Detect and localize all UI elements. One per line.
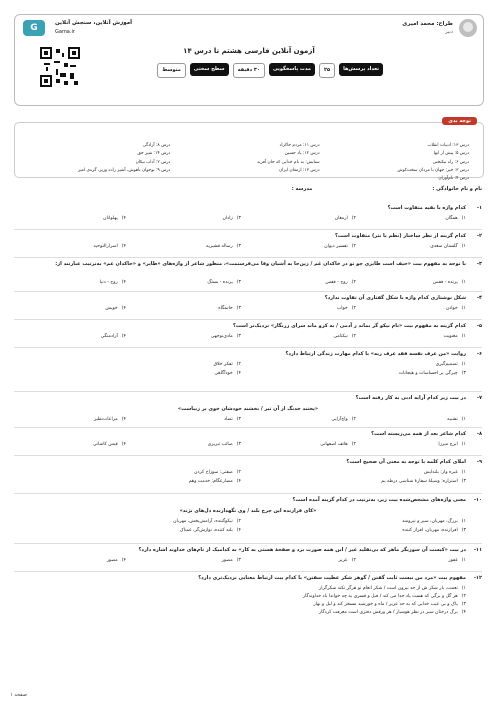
answer-option-4[interactable]	[105, 306, 126, 312]
question-divider	[14, 391, 482, 392]
option-number: ۳)	[236, 442, 241, 447]
answer-option-4[interactable]	[94, 417, 126, 423]
question-text: مفهوم بیت «مرد من نیست ثابت گفتن / گوهر شکر عطیت سفتن» با کدام بیت ارتباط معنایی نزدیک‌تری دارد؟	[198, 575, 466, 581]
student-info	[14, 186, 482, 192]
option-number: ۴)	[461, 610, 466, 615]
exam-info-bar	[157, 63, 383, 78]
difficulty-label: سطح سختی	[190, 63, 229, 76]
attention-tag: توجه بدی	[442, 117, 477, 125]
attention-box	[14, 118, 484, 182]
question-text: در بیت زیر کدام آرایه ادبی به کار رفته است؟	[355, 395, 466, 401]
question-divider	[14, 319, 482, 320]
difficulty-value: متوسط	[157, 63, 186, 78]
answer-option-4[interactable]	[100, 280, 126, 286]
option-number: ۳)	[236, 417, 241, 422]
option-text: غفور	[448, 558, 458, 563]
option-number: ۴)	[121, 216, 126, 221]
answer-option-1[interactable]	[433, 280, 466, 286]
question-divider	[14, 571, 482, 572]
option-text: استراره: وسیلهٔ سفارهٔ شناسی درطه بم	[381, 479, 458, 484]
option-number: ۳)	[236, 280, 241, 285]
option-text: برگ درختان سبز در نظر هوشیار / هر ورقش دفتری است معرفت کردگار	[318, 610, 458, 615]
option-text: خوادن	[445, 306, 458, 311]
option-text: پرنده - بستگ	[207, 280, 233, 285]
answer-option-1[interactable]	[430, 244, 466, 250]
answer-option-1[interactable]	[445, 216, 466, 222]
option-text: همگان	[445, 216, 458, 221]
option-number: ۲)	[351, 306, 356, 311]
option-number: ۴)	[121, 306, 126, 311]
option-number: ۳)	[236, 216, 241, 221]
question-divider	[14, 427, 482, 428]
option-number: ۳)	[461, 528, 466, 533]
option-number: ۲)	[351, 216, 356, 221]
option-number: ۲)	[351, 417, 356, 422]
question-divider	[14, 229, 482, 230]
lesson-item: درس ۱۳: ادبیات انقلاب	[427, 143, 469, 148]
option-number: ۳)	[236, 334, 241, 339]
question-text: شکل نوشتاری کدام واژه با شکل گفتاری آن تفاوت ندارد؟	[324, 295, 466, 301]
option-number: ۱)	[461, 558, 466, 563]
answer-option-1[interactable]	[319, 586, 466, 592]
lesson-list	[29, 143, 469, 182]
question-number: ۵-	[476, 323, 482, 329]
lesson-item: درس ۵: پیش از انها	[433, 151, 469, 157]
option-number: ۲)	[351, 334, 356, 339]
lesson-item: درس ۲: آداب نیکان	[135, 159, 171, 165]
option-text: مصور	[221, 558, 233, 563]
answer-option-3[interactable]	[207, 280, 241, 286]
brand-site: Gama.ir	[55, 29, 75, 35]
answer-option-3[interactable]	[402, 528, 466, 534]
option-text: گلستان سعدی	[430, 244, 458, 249]
option-number: ۱)	[461, 244, 466, 249]
answer-option-2[interactable]	[194, 470, 241, 476]
question-text: روایت «من عرف نفسه فقد عرف ربه» با کدام مهارت زندگی ارتباط دارد؟	[285, 351, 466, 357]
answer-option-2[interactable]	[339, 558, 356, 564]
option-number: ۲)	[351, 442, 356, 447]
option-number: ۲)	[236, 470, 241, 475]
lesson-item: درس ۸: آزادگی	[142, 143, 171, 148]
answer-option-3[interactable]	[381, 479, 466, 485]
answer-option-2[interactable]	[335, 216, 356, 222]
option-number: ۱)	[461, 362, 466, 367]
option-number: ۲)	[351, 558, 356, 563]
question-text: با توجه به مفهوم بیت «حیف است طایری چو تو در خاکدان غم / زین‌جا به آشیان وفا می‌فرستمت»، منظور شاعر از واژه‌های «طایر» و «خاکدان غم» به‌ترتیب عبارتند از:	[55, 261, 466, 267]
option-text: عزیز	[338, 558, 348, 563]
option-number: ۳)	[236, 558, 241, 563]
option-text: تصمیم‌گیری	[435, 362, 458, 367]
option-number: ۴)	[121, 558, 126, 563]
option-text: رساله قشیریه	[205, 244, 233, 249]
brand-title: آموزش آنلاین، سنجش آنلاین	[55, 20, 133, 26]
gama-logo-icon: G	[23, 20, 45, 36]
answer-option-3[interactable]	[211, 334, 241, 340]
answer-option-2[interactable]	[331, 417, 356, 423]
answer-option-3[interactable]	[206, 244, 241, 250]
question-verse: «پختند خدنگ از آن تیر / بخشند خودشان خوی بر زیباست»	[177, 406, 319, 412]
question-number: ۸-	[476, 431, 482, 437]
option-text: پرنده - قفس	[432, 280, 458, 285]
question-text: کدام شاعر بعد از همه می‌زیسته است؟	[371, 431, 466, 437]
answer-option-2[interactable]	[337, 306, 356, 312]
option-number: ۴)	[236, 479, 241, 484]
answer-option-4[interactable]	[94, 244, 127, 250]
answer-option-3[interactable]	[223, 216, 241, 222]
option-text: هر گل و برگی که هست یاد خدا می کند / قبل و قسری به چه خواندا یاد خداوندگار	[302, 594, 458, 599]
answer-option-3[interactable]	[218, 306, 241, 312]
question-number: ۷-	[476, 395, 482, 401]
lesson-item: درس ۱۲: یاد حسین	[284, 151, 320, 157]
option-text: بزرگ، مهربان، سپر و نیرومند	[401, 519, 458, 524]
question-number: ۲-	[476, 233, 482, 239]
question-divider	[14, 291, 482, 292]
question-text: در بیت «کیست آن سوزنگر ماهر که بی‌تقلید غیر / این همه صورت برد و صفحهٔ هستی به کار» به کدامیک از نام‌های خداوند اشاره دارد؟	[138, 547, 466, 553]
lesson-item: درس ۹: نوجوان باهوش، آشپز زاده وزیر، گره‌ی امیر	[77, 168, 171, 174]
answer-option-3[interactable]	[222, 558, 241, 564]
answer-option-1[interactable]	[444, 334, 467, 340]
option-text: مصور	[106, 558, 118, 563]
answer-option-4[interactable]	[101, 334, 126, 340]
option-number: ۱)	[461, 470, 466, 475]
question-number: ۱۲-	[473, 575, 482, 581]
option-number: ۲)	[351, 244, 356, 249]
option-number: ۴)	[121, 280, 126, 285]
answer-option-2[interactable]	[325, 280, 356, 286]
page-number: صفحه ۱	[10, 692, 27, 698]
option-number: ۱)	[461, 586, 466, 591]
option-text: تفسیر دیوان	[324, 244, 348, 249]
question-text: معنی واژه‌های مشخص‌شده بیت زیر، به‌ترتیب در کدام گزینه آمده است؟	[292, 497, 466, 503]
option-text: پاک و بی عیب خدایی که به حد عزیز / ماه و خورشید مسخر کند و لیل و نهار	[313, 602, 458, 607]
option-text: تضاد	[224, 417, 233, 422]
answer-option-4[interactable]	[180, 528, 241, 534]
designer-role: دبیر	[445, 29, 453, 35]
lesson-item: درس ۴: نام‌آوران	[438, 176, 469, 182]
option-text: خانمگاه	[218, 306, 233, 311]
option-number: ۳)	[236, 306, 241, 311]
option-text: معنویت	[443, 334, 458, 339]
option-text: ارمغان	[334, 216, 348, 221]
answer-option-2[interactable]	[320, 442, 356, 448]
option-number: ۱)	[461, 442, 466, 447]
question-number: ۱۰-	[473, 497, 482, 503]
option-number: ۴)	[236, 528, 241, 533]
answer-option-1[interactable]	[424, 470, 466, 476]
answer-option-2[interactable]	[173, 519, 241, 525]
option-number: ۴)	[236, 371, 241, 376]
option-number: ۱)	[461, 280, 466, 285]
option-text: واج‌آرایی	[331, 417, 348, 422]
question-number: ۱۱-	[473, 547, 482, 553]
answer-option-2[interactable]	[324, 244, 356, 250]
lesson-item: درس ۱۳: ارمغان ایران	[279, 168, 320, 174]
option-number: ۲)	[351, 280, 356, 285]
answer-option-4[interactable]	[107, 558, 126, 564]
option-number: ۱)	[461, 216, 466, 221]
option-text: اسرارالتوحید	[93, 244, 118, 249]
answer-option-1[interactable]	[438, 442, 466, 448]
answer-option-4[interactable]	[103, 216, 126, 222]
option-text: پهلوانان	[103, 216, 118, 221]
question-divider	[14, 347, 482, 348]
question-number: ۳-	[476, 261, 482, 267]
option-number: ۴)	[121, 417, 126, 422]
answer-option-1[interactable]	[448, 558, 466, 564]
lesson-item: درس ۳: خیر: جهان با مردان سخت‌کوش	[397, 168, 469, 174]
question-count-label: تعداد پرسش‌ها	[339, 63, 383, 76]
question-divider	[14, 257, 482, 258]
option-text: خودآگاهی	[214, 371, 233, 376]
question-divider	[14, 455, 482, 456]
option-text: هاتف اصفهانی	[320, 442, 348, 447]
option-text: صفتی: سوزاخ کردن	[194, 470, 233, 475]
option-number: ۴)	[121, 244, 126, 249]
question-divider	[14, 543, 482, 544]
option-text: مادی‌نوجهی	[210, 334, 233, 339]
option-text: بلند کننده، نوازش‌گر، غمناک	[179, 528, 233, 533]
option-text: مراعات‌نظیر	[94, 417, 118, 422]
answer-option-2[interactable]	[213, 362, 241, 368]
option-text: نیکنامی	[333, 334, 348, 339]
option-text: تفکر خلاق	[213, 362, 233, 367]
option-text: چیرگی بر احساسات و هیجانات	[398, 371, 458, 376]
question-text: املای کدام کلمه با توجه به معنی آن صحیح است؟	[346, 459, 466, 465]
answer-option-4[interactable]	[319, 610, 466, 616]
question-divider	[14, 493, 482, 494]
option-text: مضارعگام: خدمت وهم	[188, 479, 233, 484]
option-number: ۱)	[461, 519, 466, 524]
option-number: ۱)	[461, 306, 466, 311]
answer-option-1[interactable]	[446, 306, 466, 312]
option-text: نعمت، بار شکر ش از حد بیرون است / شکر انعام تو هرگز نکند شکرگزار	[318, 586, 458, 591]
school-label[interactable]: مدرسه :	[291, 186, 313, 192]
option-number: ۳)	[461, 371, 466, 376]
answer-option-1[interactable]	[402, 519, 466, 525]
answer-option-4[interactable]	[214, 371, 241, 377]
option-text: خویش	[105, 306, 118, 311]
option-number: ۳)	[461, 479, 466, 484]
duration-value: ۳۰ دقیقه	[233, 63, 265, 78]
question-text: کدام واژه با بقیه متفاوت است؟	[387, 205, 466, 211]
option-number: ۱)	[461, 334, 466, 339]
student-name-label[interactable]: نام و نام خانوادگی :	[432, 186, 482, 192]
exam-header	[14, 14, 484, 106]
answer-option-3[interactable]	[224, 417, 241, 423]
option-number: ۳)	[461, 602, 466, 607]
option-number: ۱)	[461, 417, 466, 422]
lesson-item: درس ۱۴: شیر حق	[137, 151, 171, 157]
option-text: زادان	[222, 216, 233, 221]
option-number: ۲)	[236, 519, 241, 524]
answer-option-1[interactable]	[436, 362, 466, 368]
question-count-value: ۲۵	[319, 63, 335, 78]
option-text: روح - دنیا	[99, 280, 118, 285]
answer-option-3[interactable]	[313, 602, 466, 608]
option-text: غیره وار: بلندایش	[423, 470, 458, 475]
designer-name: طراح: محمد امیری	[402, 21, 453, 27]
option-text: نیکوگننده، آرامش‌بخش، مهربان	[173, 519, 233, 524]
option-text: آزادمنگی	[100, 334, 118, 339]
answer-option-3[interactable]	[208, 442, 241, 448]
option-number: ۲)	[236, 362, 241, 367]
answer-option-2[interactable]	[303, 594, 466, 600]
question-text: کدام گزینه به مفهوم بیت «نام نیکو گر بماند ز آدمی / به کزو ماند سرای زرنگار» نزدیک‌تر است؟	[232, 323, 466, 329]
question-number: ۹-	[476, 459, 482, 465]
option-text: صائب تبریزی	[207, 442, 233, 447]
answer-option-3[interactable]	[399, 371, 466, 377]
option-text: روح - قفس	[325, 280, 348, 285]
answer-option-4[interactable]	[93, 442, 126, 448]
question-number: ۱-	[476, 205, 482, 211]
option-text: ایرج میرزا	[438, 442, 458, 447]
option-number: ۲)	[461, 594, 466, 599]
exam-title: آزمون آنلاین فارسی هشتم تا درس ۱۴	[183, 47, 315, 55]
option-text: افرازنده، مهربان، افراز کننده	[402, 528, 458, 533]
lesson-item: ستایش: به نام خدایی که جان آفرید	[257, 159, 320, 165]
option-text: قیس کاشانی	[92, 442, 118, 447]
duration-label: مدت پاسخگویی	[269, 63, 315, 76]
option-number: ۴)	[121, 334, 126, 339]
lesson-item: درس ۶: راه نیکبختی	[432, 159, 469, 165]
option-number: ۴)	[121, 442, 126, 447]
option-text: خواب	[336, 306, 348, 311]
avatar	[459, 19, 477, 37]
question-number: ۶-	[476, 351, 482, 357]
question-text: کدام گزینه از نظر ساختار (نظم یا نثر) متفاوت است؟	[334, 233, 466, 239]
answer-option-4[interactable]	[189, 479, 241, 485]
option-number: ۳)	[236, 244, 241, 249]
answer-option-1[interactable]	[447, 417, 466, 423]
answer-option-2[interactable]	[333, 334, 356, 340]
question-verse: «کای فرازنده این چرخ بلند / وی نگهدارنده دل‌های نژند»	[179, 508, 317, 514]
lesson-item: درس ۱۱: مردم خاکزاد	[279, 143, 320, 148]
question-number: ۴-	[476, 295, 482, 301]
option-text: تشبیه	[447, 417, 458, 422]
